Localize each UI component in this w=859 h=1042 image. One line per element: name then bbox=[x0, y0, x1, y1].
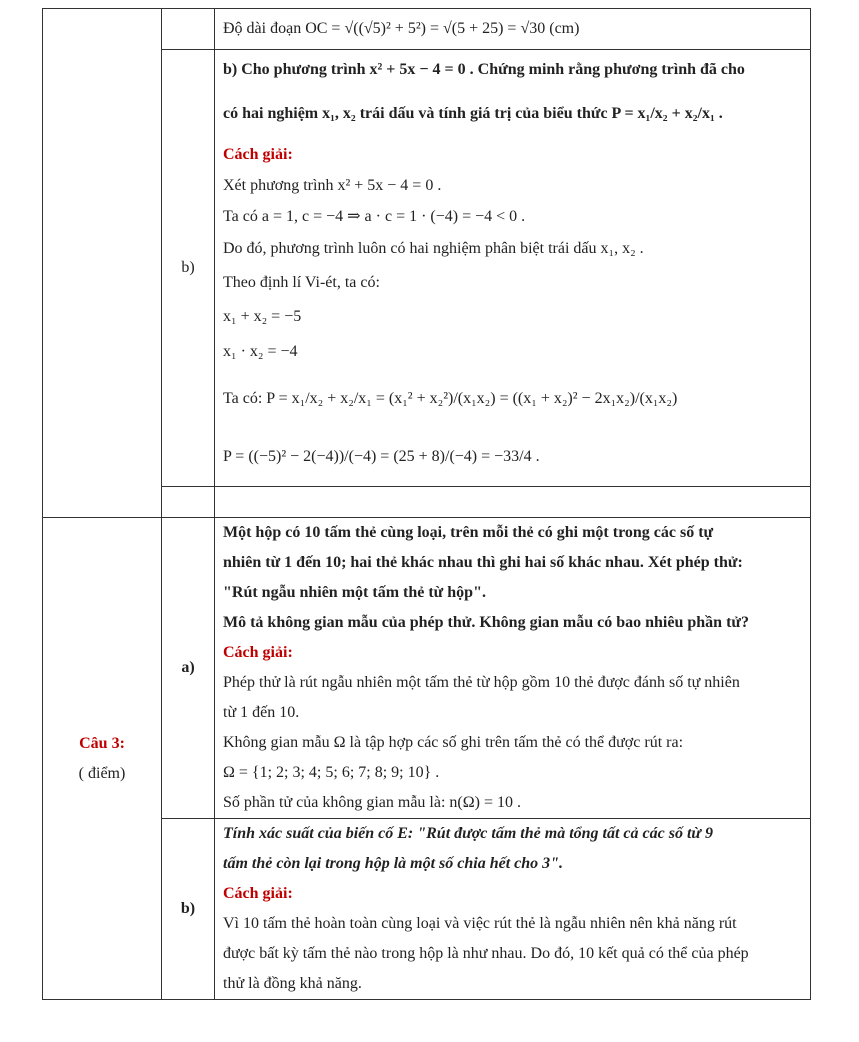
problem-line: Một hộp có 10 tấm thẻ cùng loại, trên mỗi thẻ có ghi một trong các số tự bbox=[223, 524, 714, 541]
step-line: Phép thử là rút ngẫu nhiên một tấm thẻ từ hộp gồm 10 thẻ được đánh số tự nhiên bbox=[223, 674, 740, 691]
solution-table bbox=[42, 8, 811, 1000]
part-cell-empty bbox=[162, 9, 215, 50]
question-cell-empty bbox=[43, 9, 162, 518]
step-line: Số phần tử của không gian mẫu là: n(Ω) = 10 . bbox=[223, 794, 521, 811]
part-label: a) bbox=[162, 518, 215, 819]
problem-line: có hai nghiệm x₁, x₂ trái dấu và tính giá trị của biểu thức P = x₁/x₂ + x₂/x₁ . bbox=[223, 105, 723, 122]
problem-line: nhiên từ 1 đến 10; hai thẻ khác nhau thì ghi hai số khác nhau. Xét phép thử: bbox=[223, 554, 743, 571]
step-line: được bất kỳ tấm thẻ nào trong hộp là như nhau. Do đó, 10 kết quả có thể của phép bbox=[223, 945, 749, 962]
step-line: P = ((−5)² − 2(−4))/(−4) = (25 + 8)/(−4) = −33/4 . bbox=[223, 448, 540, 465]
part-label: b) bbox=[162, 50, 215, 487]
step-line: từ 1 đến 10. bbox=[223, 704, 300, 721]
question-label: Câu 3: bbox=[79, 734, 125, 752]
step-line: Ω = {1; 2; 3; 4; 5; 6; 7; 8; 9; 10} . bbox=[223, 764, 440, 781]
solution-heading: Cách giải: bbox=[223, 885, 293, 902]
content-cell bbox=[215, 819, 811, 1000]
problem-line: Mô tả không gian mẫu của phép thử. Không gian mẫu có bao nhiêu phần tử? bbox=[223, 614, 749, 631]
content-cell bbox=[215, 9, 811, 50]
step-line: Ta có a = 1, c = −4 ⇒ a · c = 1 · (−4) = −4 < 0 . bbox=[223, 208, 526, 225]
part-label: b) bbox=[162, 819, 215, 1000]
step-line: Không gian mẫu Ω là tập hợp các số ghi trên tấm thẻ có thể được rút ra: bbox=[223, 734, 684, 751]
step-line: x₁ · x₂ = −4 bbox=[223, 343, 298, 360]
problem-line: b) Cho phương trình x² + 5x − 4 = 0 . Chứng minh rằng phương trình đã cho bbox=[223, 61, 745, 78]
table-row bbox=[43, 518, 811, 819]
solution-heading: Cách giải: bbox=[223, 644, 293, 661]
step-line: thử là đồng khả năng. bbox=[223, 975, 362, 992]
step-line: Do đó, phương trình luôn có hai nghiệm phân biệt trái dấu x₁, x₂ . bbox=[223, 240, 644, 257]
content-cell bbox=[215, 518, 811, 819]
content-cell bbox=[215, 50, 811, 487]
question-cell bbox=[43, 518, 162, 1000]
step-line: Vì 10 tấm thẻ hoàn toàn cùng loại và việc rút thẻ là ngẫu nhiên nên khả năng rút bbox=[223, 915, 737, 932]
problem-line: Tính xác suất của biến cố E: "Rút được tấm thẻ mà tổng tất cả các số từ 9 bbox=[223, 825, 713, 842]
question-points: ( điểm) bbox=[78, 764, 126, 782]
step-line: Ta có: P = x₁/x₂ + x₂/x₁ = (x₁² + x₂²)/(x₁x₂) = ((x₁ + x₂)² − 2x₁x₂)/(x₁x₂) bbox=[223, 390, 678, 407]
solution-heading: Cách giải: bbox=[223, 146, 293, 163]
step-line: Xét phương trình x² + 5x − 4 = 0 . bbox=[223, 177, 442, 194]
step-line: Theo định lí Vi-ét, ta có: bbox=[223, 274, 380, 291]
table-row bbox=[43, 9, 811, 50]
oc-length-line: Độ dài đoạn OC = √((√5)² + 5²) = √(5 + 25) = √30 (cm) bbox=[223, 20, 580, 37]
problem-line: tấm thẻ còn lại trong hộp là một số chia hết cho 3". bbox=[223, 855, 564, 872]
problem-line: "Rút ngẫu nhiên một tấm thẻ từ hộp". bbox=[223, 584, 486, 601]
step-line: x₁ + x₂ = −5 bbox=[223, 308, 302, 325]
